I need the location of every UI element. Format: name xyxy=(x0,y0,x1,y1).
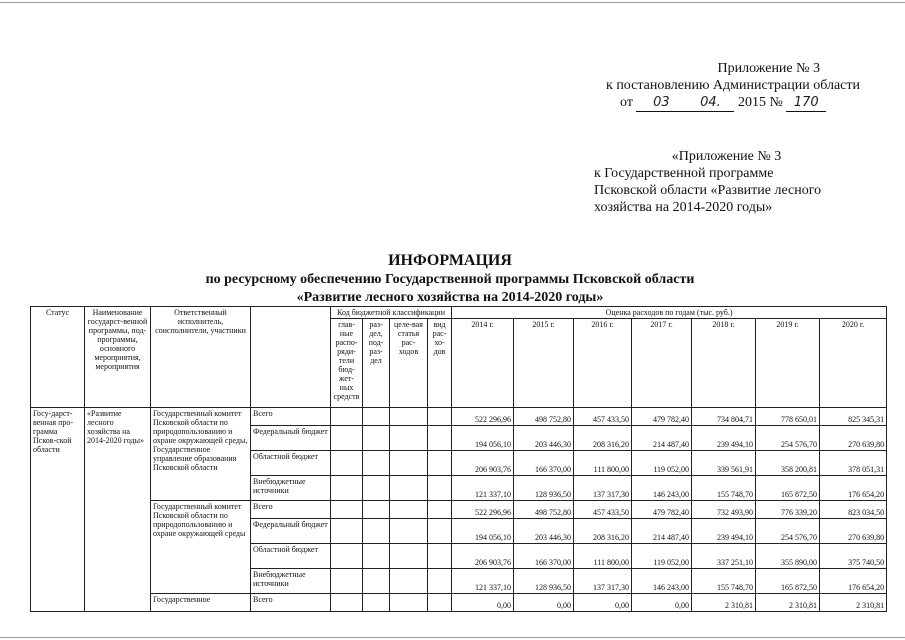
header-code-col: вид рас-хо-дов xyxy=(428,319,452,408)
value-cell: 155 748,70 xyxy=(692,569,756,594)
value-cell: 239 494,10 xyxy=(692,519,756,544)
value-cell: 155 748,70 xyxy=(692,476,756,501)
table-row xyxy=(31,408,887,426)
header-executor: Ответственный исполнитель, соисполнители, участники xyxy=(151,307,251,408)
table-row xyxy=(31,501,887,519)
value-cell: 734 804,71 xyxy=(692,408,756,426)
value-cell: 776 339,20 xyxy=(756,501,820,519)
value-cell: 203 446,30 xyxy=(514,519,574,544)
executor-cell: Государственный комитет Псковской области по природопользованию и охране окружающей среды, Государственное управление образования Псковской области xyxy=(151,408,251,501)
source-cell: Всего xyxy=(251,594,331,612)
program-appendix-title: «Приложение № 3 xyxy=(671,149,782,164)
appendix-title: Приложение № 3 xyxy=(717,61,820,76)
header-code-col: глав-ные распо-ряди-тели бюд-жет-ных средств xyxy=(331,319,363,408)
value-cell: 2 310,81 xyxy=(820,594,887,612)
header-code-col: целе-вая статья рас-ходов xyxy=(390,319,428,408)
value-cell: 498 752,80 xyxy=(514,501,574,519)
source-cell: Федеральный бюджет xyxy=(251,519,331,544)
date-year: 2015 № xyxy=(737,95,783,110)
appendix-header xyxy=(560,60,860,112)
program-name-cell: «Развитие лесного хозяйства на 2014-2020 годы» xyxy=(85,408,151,612)
value-cell: 119 052,00 xyxy=(632,544,692,569)
value-cell: 166 370,00 xyxy=(514,451,574,476)
header-year: 2019 г. xyxy=(756,319,820,408)
program-appendix-header xyxy=(594,148,859,216)
header-year: 2014 г. xyxy=(452,319,514,408)
value-cell: 137 317,30 xyxy=(574,569,632,594)
value-cell: 732 493,90 xyxy=(692,501,756,519)
handwritten-number: 170 xyxy=(786,94,826,112)
header-year: 2017 г. xyxy=(632,319,692,408)
executor-cell: Государственный комитет Псковской области по природопользованию и охране окружающей среды xyxy=(151,501,251,594)
source-cell: Всего xyxy=(251,408,331,426)
value-cell: 457 433,50 xyxy=(574,408,632,426)
source-cell: Федеральный бюджет xyxy=(251,426,331,451)
value-cell: 206 903,76 xyxy=(452,451,514,476)
value-cell: 0,00 xyxy=(514,594,574,612)
value-cell: 128 936,50 xyxy=(514,569,574,594)
value-cell: 0,00 xyxy=(452,594,514,612)
value-cell: 479 782,40 xyxy=(632,501,692,519)
value-cell: 119 052,00 xyxy=(632,451,692,476)
value-cell: 457 433,50 xyxy=(574,501,632,519)
executor-cell: Государственное xyxy=(151,594,251,612)
document-title: ИНФОРМАЦИЯ xyxy=(388,252,512,269)
source-cell: Областной бюджет xyxy=(251,451,331,476)
value-cell: 2 310,81 xyxy=(692,594,756,612)
page-top-edge xyxy=(0,2,905,3)
source-cell: Областной бюджет xyxy=(251,544,331,569)
value-cell: 165 872,50 xyxy=(756,569,820,594)
value-cell: 254 576,70 xyxy=(756,426,820,451)
value-cell: 337 251,10 xyxy=(692,544,756,569)
program-appendix-line: Псковской области «Развитие лесного xyxy=(594,183,822,198)
value-cell: 254 576,70 xyxy=(756,519,820,544)
value-cell: 239 494,10 xyxy=(692,426,756,451)
source-cell: Внебюджетные источники xyxy=(251,476,331,501)
value-cell: 214 487,40 xyxy=(632,519,692,544)
value-cell: 339 561,91 xyxy=(692,451,756,476)
value-cell: 203 446,30 xyxy=(514,426,574,451)
value-cell: 121 337,10 xyxy=(452,476,514,501)
value-cell: 111 800,00 xyxy=(574,544,632,569)
value-cell: 358 200,81 xyxy=(756,451,820,476)
header-year: 2016 г. xyxy=(574,319,632,408)
value-cell: 194 056,10 xyxy=(452,426,514,451)
value-cell: 823 034,50 xyxy=(820,501,887,519)
source-cell: Всего xyxy=(251,501,331,519)
status-cell: Госу-дарст-венная про-грамма Псков-ской области xyxy=(31,408,85,612)
page-bottom-edge xyxy=(0,637,905,638)
header-status: Статус xyxy=(31,307,85,408)
value-cell: 2 310,81 xyxy=(756,594,820,612)
document-subtitle: по ресурсному обеспечению Государственной программы Псковской области xyxy=(205,272,695,287)
value-cell: 479 782,40 xyxy=(632,408,692,426)
value-cell: 522 296,96 xyxy=(452,501,514,519)
value-cell: 778 650,01 xyxy=(756,408,820,426)
value-cell: 522 296,96 xyxy=(452,408,514,426)
value-cell: 146 243,00 xyxy=(632,476,692,501)
source-cell: Внебюджетные источники xyxy=(251,569,331,594)
header-costs: Оценка расходов по годам (тыс. руб.) xyxy=(452,307,887,319)
header-code-col: раз-дел, под-раз-дел xyxy=(363,319,390,408)
handwritten-month: 04. xyxy=(686,94,734,112)
date-prefix: от xyxy=(620,95,633,110)
value-cell: 111 800,00 xyxy=(574,451,632,476)
value-cell: 0,00 xyxy=(574,594,632,612)
resource-table xyxy=(30,306,887,612)
handwritten-day: 03 xyxy=(636,94,686,112)
value-cell: 137 317,30 xyxy=(574,476,632,501)
value-cell: 165 872,50 xyxy=(756,476,820,501)
value-cell: 208 316,20 xyxy=(574,426,632,451)
value-cell: 176 654,20 xyxy=(820,476,887,501)
value-cell: 375 740,50 xyxy=(820,544,887,569)
header-name: Наименование государст-венной программы, под-программы, основного мероприятия, мероприятия xyxy=(85,307,151,408)
value-cell: 355 890,00 xyxy=(756,544,820,569)
value-cell: 194 056,10 xyxy=(452,519,514,544)
program-appendix-line: к Государственной программе xyxy=(594,166,774,181)
value-cell: 176 654,20 xyxy=(820,569,887,594)
header-year: 2015 г. xyxy=(514,319,574,408)
value-cell: 128 936,50 xyxy=(514,476,574,501)
document-subtitle-program: «Развитие лесного хозяйства на 2014-2020 годы» xyxy=(296,290,604,305)
header-year: 2020 г. xyxy=(820,319,887,408)
value-cell: 214 487,40 xyxy=(632,426,692,451)
value-cell: 378 051,31 xyxy=(820,451,887,476)
header-source xyxy=(251,307,331,408)
header-year: 2018 г. xyxy=(692,319,756,408)
value-cell: 206 903,76 xyxy=(452,544,514,569)
value-cell: 498 752,80 xyxy=(514,408,574,426)
value-cell: 0,00 xyxy=(632,594,692,612)
value-cell: 121 337,10 xyxy=(452,569,514,594)
appendix-decree: к постановлению Администрации области xyxy=(606,78,860,93)
value-cell: 166 370,00 xyxy=(514,544,574,569)
value-cell: 270 639,80 xyxy=(820,519,887,544)
program-appendix-line: хозяйства на 2014-2020 годы» xyxy=(594,200,773,215)
value-cell: 146 243,00 xyxy=(632,569,692,594)
value-cell: 825 345,31 xyxy=(820,408,887,426)
value-cell: 208 316,20 xyxy=(574,519,632,544)
header-budget-code: Код бюджетной классификации xyxy=(331,307,452,319)
appendix-date-line xyxy=(560,94,860,112)
value-cell: 270 639,80 xyxy=(820,426,887,451)
table-row xyxy=(31,594,887,612)
